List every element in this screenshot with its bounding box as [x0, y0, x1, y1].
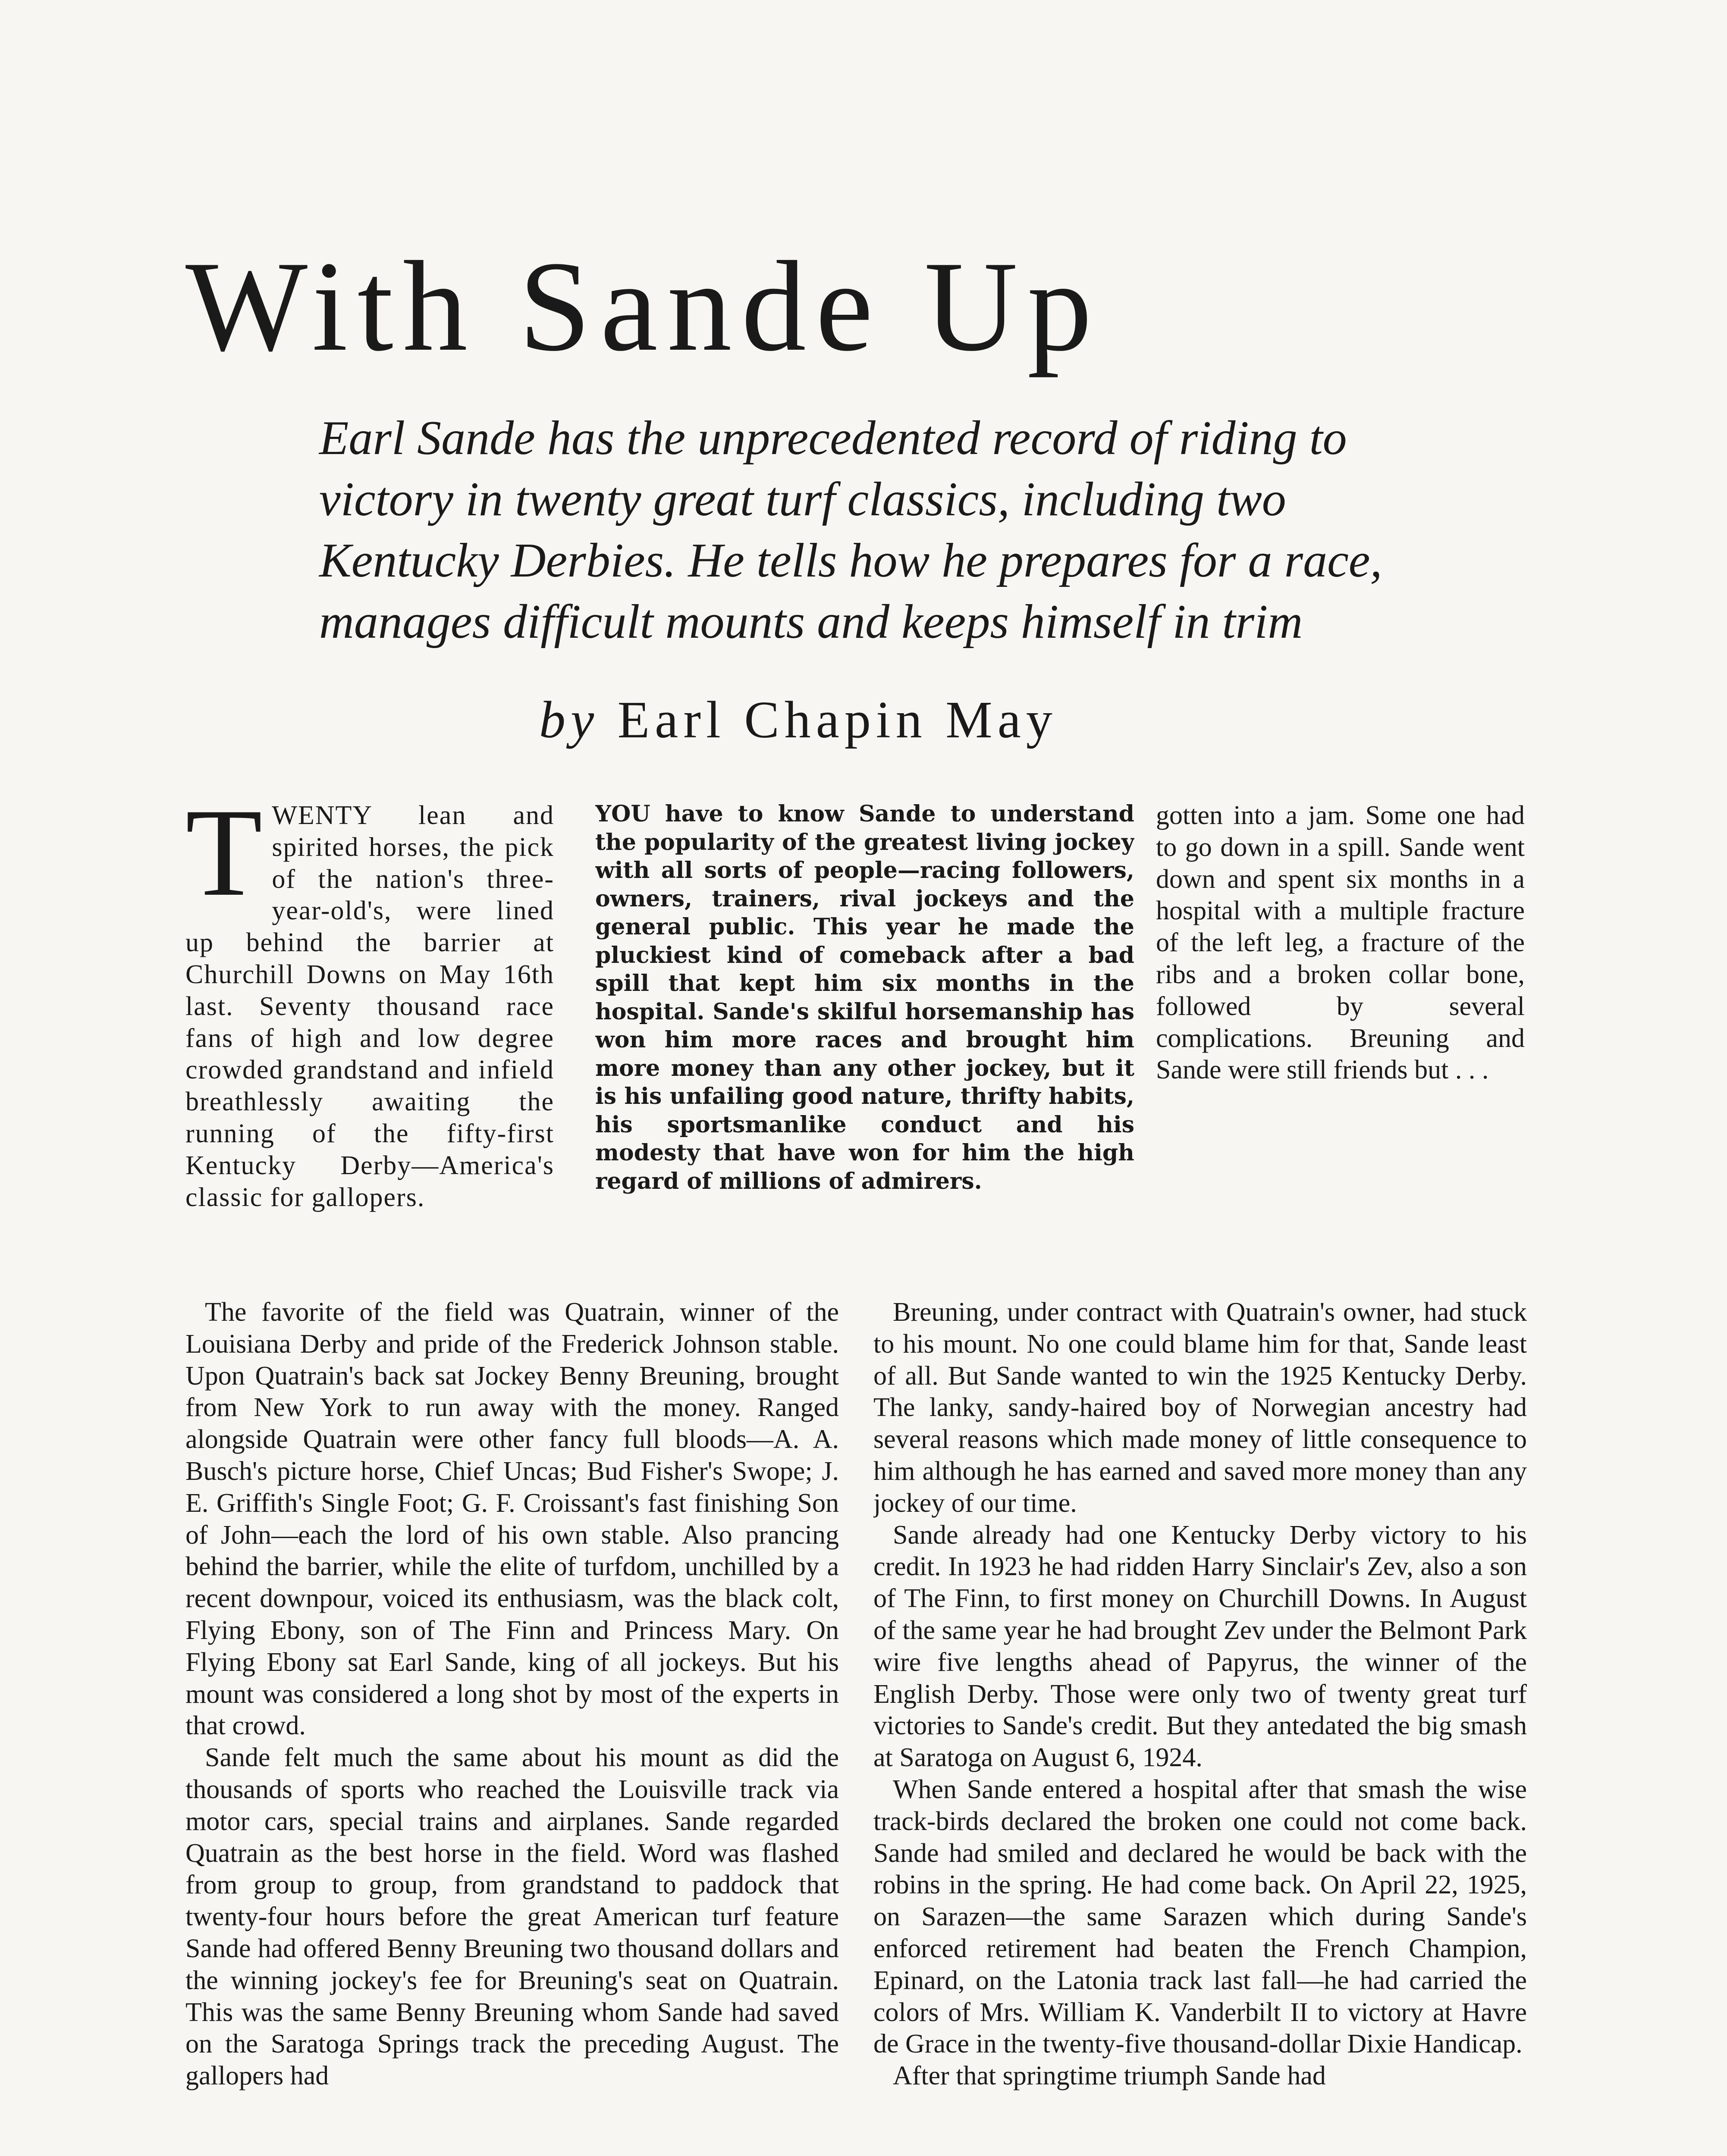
body-paragraph-opening: TWENTY lean and spirited horses, the pick of the nation's three-year-old's, were lined up behind the barrier at Churchill Downs on May 16th last. Seventy thousand race fans of high and low degree crowded grandstand and infield breathlessly awaiting the running of the fifty-first Kentucky Derby—America's classic for gallopers. — [185, 800, 554, 1212]
byline-prefix: by — [539, 691, 600, 749]
body-paragraph: Breuning, under contract with Quatrain's owner, had stuck to his mount. No one could blame him for that, Sande least of all. But Sande wanted to win the 1925 Kentucky Derby. The lanky, sandy-haired boy of Norwegian ancestry had several reasons which made money of little consequence to him although he has earned and saved more money than any jockey of our time. — [873, 1297, 1527, 1518]
body-paragraph: When Sande entered a hospital after that smash the wise track-birds declared the broken one could not come back. Sande had smiled and declared he would be back with the robins in the spring. He had come back. On April 22, 1925, on Sarazen—the same Sarazen which during Sande's enforced retirement had beaten the French Champion, Epinard, on the Latonia track last fall—he had carried the colors of Mrs. William K. Vanderbilt II to victory at Havre de Grace in the twenty-five thousand-dollar Dixie Handicap. — [873, 1774, 1527, 2059]
body-column-left — [185, 1297, 839, 2156]
body-paragraph: The favorite of the field was Quatrain, winner of the Louisiana Derby and pride of the Frederick Johnson stable. Upon Quatrain's back sat Jockey Benny Breuning, brought from New York to run away with the money. Ranged alongside Quatrain were other fancy full bloods—A. A. Busch's picture horse, Chief Uncas; Bud Fisher's Swope; J. E. Griffith's Single Foot; G. F. Croissant's fast finishing Son of John—each the lord of his own stable. Also prancing behind the barrier, while the elite of turfdom, unchilled by a recent downpour, voiced its enthusiasm, was the black colt, Flying Ebony, son of The Finn and Princess Mary. On Flying Ebony sat Earl Sande, king of all jockeys. But his mount was considered a long shot by most of the experts in that crowd. — [185, 1297, 839, 1741]
body-column-right-top — [1156, 800, 1525, 1297]
byline — [539, 688, 1229, 752]
body-paragraph: gotten into a jam. Some one had to go down in a spill. Sande went down and spent six months in a hospital with a multiple fracture of the left leg, a fracture of the ribs and a broken collar bone, followed by several complications. Breuning and Sande were still friends but . . . — [1156, 801, 1525, 1085]
article-deck: Earl Sande has the unprecedented record of riding to victory in twenty great turf classics, including two Kentucky Derbies. He tells how he prepares for a race, manages difficult mounts and keeps himself in trim — [319, 411, 1382, 649]
drop-cap: T — [185, 800, 263, 922]
byline-author: Earl Chapin May — [617, 691, 1058, 749]
body-column-right — [873, 1297, 1527, 2156]
body-paragraph: Sande already had one Kentucky Derby victory to his credit. In 1923 he had ridden Harry Sinclair's Zev, also a son of The Finn, to first money on Churchill Downs. In August of the same year he had brought Zev under the Belmont Park wire five lengths ahead of Papyrus, the winner of the English Derby. Those were only two of twenty great turf victories to Sande's credit. But they antedated the big smash at Saratoga on August 6, 1924. — [873, 1520, 1527, 1773]
body-column-left-top — [185, 800, 554, 1297]
body-paragraph: Sande felt much the same about his mount as did the thousands of sports who reached the Louisville track via motor cars, special trains and airplanes. Sande regarded Quatrain as the best horse in the field. Word was flashed from group to group, from grandstand to paddock that twenty-four hours before the great American turf feature Sande had offered Benny Breuning two thousand dollars and the winning jockey's fee for Breuning's seat on Quatrain. This was the same Benny Breuning whom Sande had saved on the Saratoga Springs track the preceding August. The gallopers had — [185, 1743, 839, 2091]
intro-box: YOU have to know Sande to understand the popularity of the greatest living jockey with all sorts of people—racing followers, owners, trainers, rival jockeys and the general public. This year he made the pluckiest kind of comeback after a bad spill that kept him six months in the hospital. Sande's skilful horsemanship has won him more races and brought him more money than any other jockey, but it is his unfailing good nature, thrifty habits, his sportsmanlike conduct and his modesty that have won for him the high regard of millions of admirers. — [595, 801, 1134, 1194]
article-title: With Sande Up — [185, 235, 1102, 378]
body-paragraph: After that springtime triumph Sande had — [893, 2061, 1326, 2091]
